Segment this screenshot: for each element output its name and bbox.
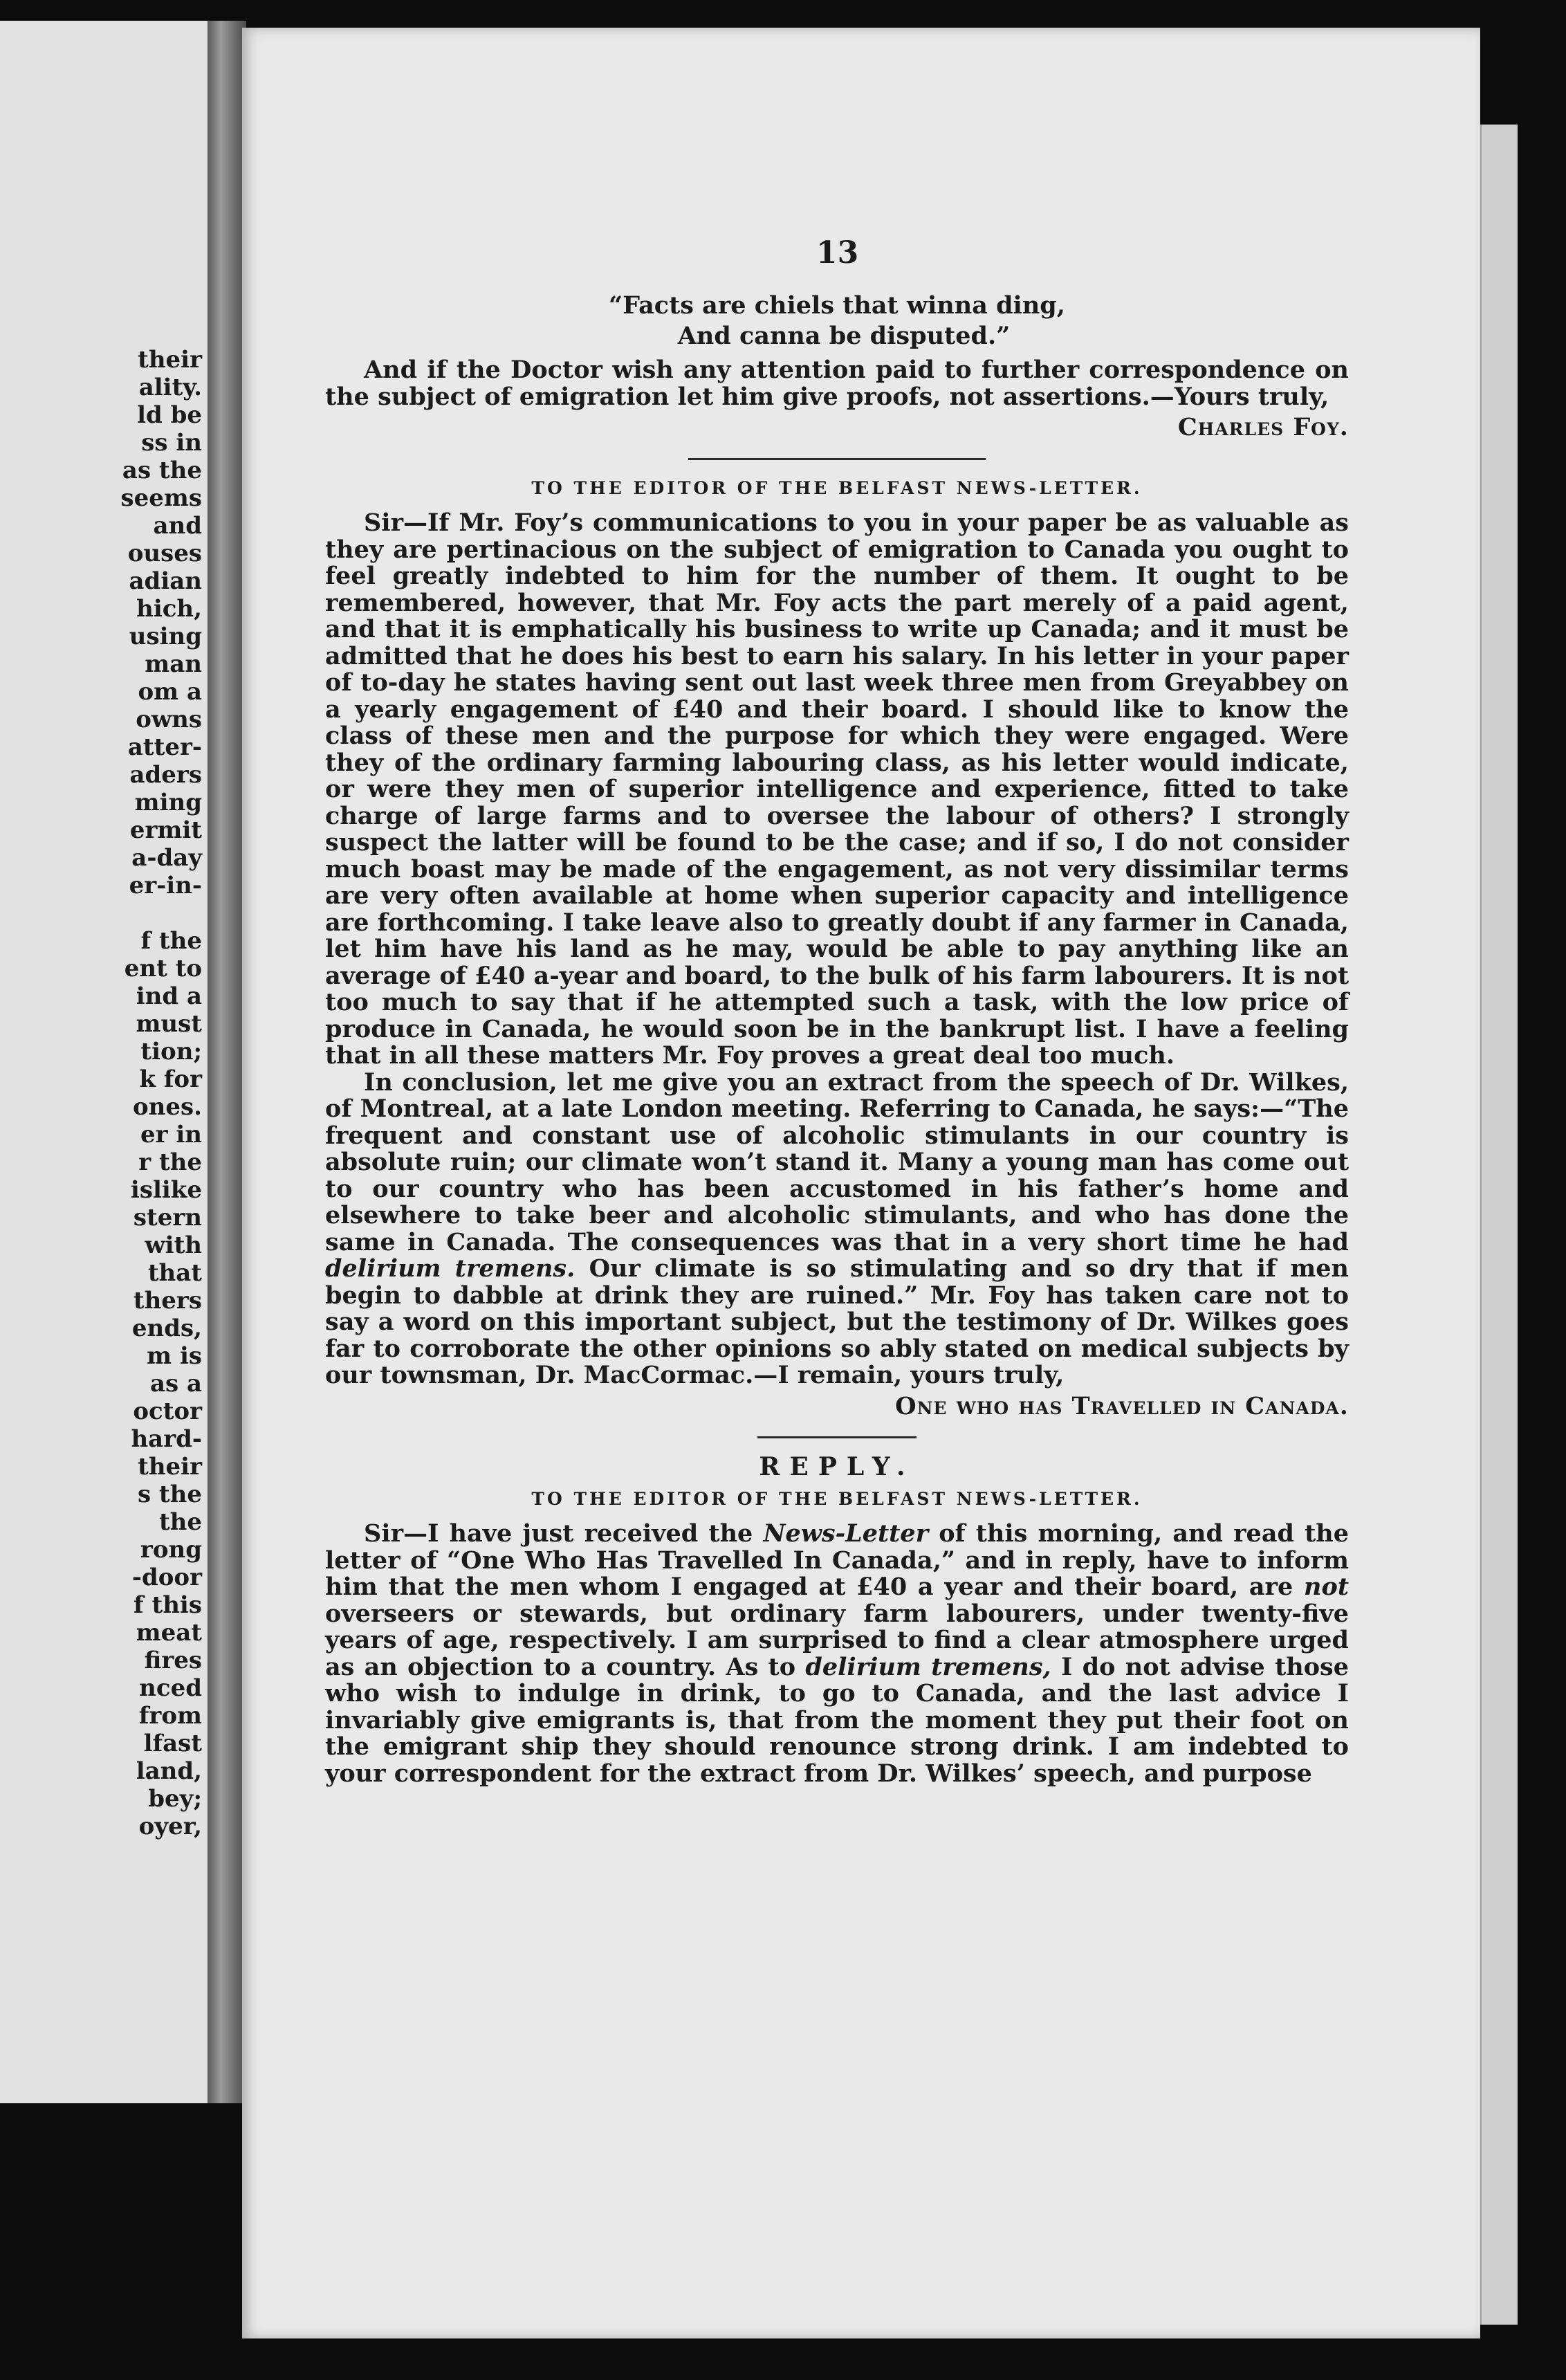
left-page-line: man bbox=[145, 650, 202, 678]
left-page-line: m is bbox=[147, 1342, 202, 1370]
left-page-line: must bbox=[136, 1010, 202, 1038]
left-page-line: om a bbox=[138, 678, 202, 706]
left-page-line: land, bbox=[136, 1757, 202, 1785]
divider-rule-short bbox=[757, 1436, 916, 1438]
letter-heading-1: TO THE EDITOR OF THE BELFAST NEWS-LETTER. bbox=[531, 477, 1143, 498]
letter-2-text-c: overseers or stewards, but ordinary farm labourers, under twenty-five years of age, respectively. I am surprised to find a clear atmosphere urged as an objection to a country. As to bbox=[325, 1599, 1349, 1681]
signature-traveller: One who has Travelled in Canada. bbox=[895, 1391, 1349, 1420]
left-page-line: and bbox=[153, 512, 202, 540]
letter-2-text-d: I do not advise those who wish to indulge in drink, to go to Canada, and the last advice I invariably give emigrants is, that from the moment they put their foot on the emigrant ship they should renounce strong drink. I am indebted to your correspondent for the extract from Dr. Wilkes’ speech, and purpose bbox=[325, 1652, 1349, 1788]
left-page-text-column bbox=[1, 346, 202, 1840]
page-number: 13 bbox=[816, 235, 859, 271]
left-page-line: from bbox=[138, 1702, 202, 1730]
left-page-line: hard- bbox=[131, 1425, 202, 1453]
letter-2-text-b: of this morning, and read the letter of “One Who Has Travelled In Canada,” and in reply, have to inform him that the men whom I engaged at £40 a year and their board, are bbox=[325, 1519, 1349, 1601]
left-page-line: ouses bbox=[127, 540, 202, 567]
left-page-line: with bbox=[145, 1232, 202, 1259]
left-page-line: aders bbox=[129, 761, 202, 789]
left-page-line: octor bbox=[133, 1398, 202, 1425]
letter-1-p2-text-a: In conclusion, let me give you an extract from the speech of Dr. Wilkes, of Montreal, at a late London meeting. Referring to Canada, he says:—“The frequent and constant use of alcoholic stimulants in our country is absolute ruin; our climate won’t stand it. Many a young man has come out to our country who has been accustomed in his father’s home and elsewhere to take beer and alcoholic stimulants, and who has done the same in Canada. The consequences was that in a very short time he had bbox=[325, 1068, 1349, 1256]
left-page-line: ld be bbox=[137, 401, 202, 429]
left-page-line: bey; bbox=[148, 1785, 202, 1813]
signature-charles-foy: Charles Foy. bbox=[1177, 413, 1349, 441]
left-page-line: thers bbox=[133, 1287, 202, 1315]
left-page-line: their bbox=[138, 1453, 202, 1481]
left-page-line: r the bbox=[138, 1148, 202, 1176]
left-page-line: ality. bbox=[138, 374, 202, 401]
left-page-line: seems bbox=[120, 484, 202, 512]
letter-2-text-a: Sir—I have just received the bbox=[364, 1519, 753, 1548]
letter-1-paragraph-2 bbox=[325, 1070, 1349, 1389]
left-page-line: nced bbox=[139, 1674, 202, 1702]
left-page-line: ermit bbox=[129, 816, 202, 844]
left-page-line: ming bbox=[134, 789, 202, 816]
left-page-line: as a bbox=[149, 1370, 202, 1398]
letter-heading-2: TO THE EDITOR OF THE BELFAST NEWS-LETTER. bbox=[531, 1488, 1143, 1509]
left-page-line: ent to bbox=[124, 955, 202, 982]
left-page-line: stern bbox=[133, 1204, 202, 1232]
left-page-line: meat bbox=[136, 1619, 202, 1647]
left-page-line: f the bbox=[140, 927, 202, 955]
left-page-line: hich, bbox=[136, 595, 202, 623]
left-page-line: ones. bbox=[132, 1093, 202, 1121]
left-page-line: er-in- bbox=[129, 872, 202, 899]
left-page-line: oyer, bbox=[138, 1813, 202, 1840]
letter-2-emphasis-not: not bbox=[1304, 1573, 1349, 1601]
left-page-line: atter- bbox=[127, 733, 202, 761]
left-page-line: s the bbox=[137, 1481, 202, 1508]
left-page-line: -door bbox=[131, 1564, 202, 1591]
left-page-line: owns bbox=[136, 706, 202, 733]
page-content bbox=[325, 291, 1349, 1787]
left-page-line: ind a bbox=[136, 982, 202, 1010]
book-spine-shadow bbox=[208, 21, 246, 2103]
divider-rule bbox=[688, 458, 986, 460]
left-page-line: ends, bbox=[131, 1315, 202, 1342]
left-page-line: that bbox=[147, 1259, 202, 1287]
letter-1-p2-emphasis: delirium tremens. bbox=[325, 1254, 575, 1283]
left-page-line bbox=[1, 899, 202, 927]
letter-2-emphasis-delirium: delirium tremens, bbox=[805, 1652, 1051, 1681]
left-page-line: adian bbox=[129, 567, 202, 595]
left-page-line: er in bbox=[140, 1121, 202, 1148]
left-page-line: ss in bbox=[141, 429, 202, 457]
reply-title: REPLY. bbox=[759, 1452, 915, 1481]
left-page-line: rong bbox=[140, 1536, 202, 1564]
left-page-line: as the bbox=[122, 457, 202, 484]
left-page-line: fires bbox=[144, 1647, 202, 1674]
left-page-line: a-day bbox=[131, 844, 202, 872]
left-page-line: the bbox=[158, 1508, 202, 1536]
letter-2-paragraph bbox=[325, 1521, 1349, 1787]
closing-paragraph: And if the Doctor wish any attention paid to further correspondence on the subject of emigration let him give proofs, not assertions.—Yours truly, bbox=[325, 356, 1349, 411]
left-facing-page bbox=[0, 21, 208, 2103]
letter-1-paragraph-1: Sir—If Mr. Foy’s communications to you in your paper be as valuable as they are pertinacious on the subject of emigration to Canada you ought to feel greatly indebted to him for the number of them. It ought to be remembered, however, that Mr. Foy acts the part merely of a paid agent, and that it is emphatically his business to write up Canada; and it must be admitted that he does his best to earn his salary. In his letter in your paper of to-day he states having sent out last week three men from Greyabbey on a yearly engagement of £40 and their board. I should like to know the class of these men and the purpose for which they were engaged. Were they of the ordinary farming labouring class, as his letter would indicate, or were they men of superior intelligence and experience, fitted to take charge of large farms and to oversee the labour of others? I strongly suspect the latter will be found to be the case; and if so, I do not consider much boast may be made of the engagement, as not very dissimilar terms are very often available at home when superior capacity and intelligence are forthcoming. I take leave also to greatly doubt if any farmer in Canada, let him have his land as he may, would be able to pay anything like an average of £40 a-year and board, to the bulk of his farm labourers. It is not too much to say that if he attempted such a task, with the low price of produce in Canada, he would soon be in the bankrupt list. I have a feeling that in all these matters Mr. Foy proves a great deal too much. bbox=[325, 509, 1349, 1070]
left-page-line: islike bbox=[130, 1176, 202, 1204]
left-page-line: their bbox=[138, 346, 202, 374]
left-page-line: f this bbox=[133, 1591, 202, 1619]
left-page-line: using bbox=[129, 623, 202, 650]
left-page-line: tion; bbox=[140, 1038, 202, 1065]
letter-2-emphasis-newsletter: News-Letter bbox=[763, 1519, 929, 1548]
verse-quote bbox=[325, 291, 1349, 351]
left-page-line: lfast bbox=[143, 1730, 202, 1757]
letter-1-p2-text-b: Our climate is so stimulating and so dry that if men begin to dabble at drink they are ruined.” Mr. Foy has taken care not to say a word on this important subject, but the testimony of Dr. Wilkes goes far to corroborate the other opinions so ably stated on medical subjects by our townsman, Dr. MacCormac.—I remain, yours truly, bbox=[325, 1254, 1349, 1389]
verse-line-1: “Facts are chiels that winna ding, bbox=[609, 291, 1065, 320]
page-edge-strip bbox=[1480, 125, 1518, 2325]
left-page-line: k for bbox=[139, 1065, 202, 1093]
verse-line-2: And canna be disputed.” bbox=[677, 322, 1011, 350]
